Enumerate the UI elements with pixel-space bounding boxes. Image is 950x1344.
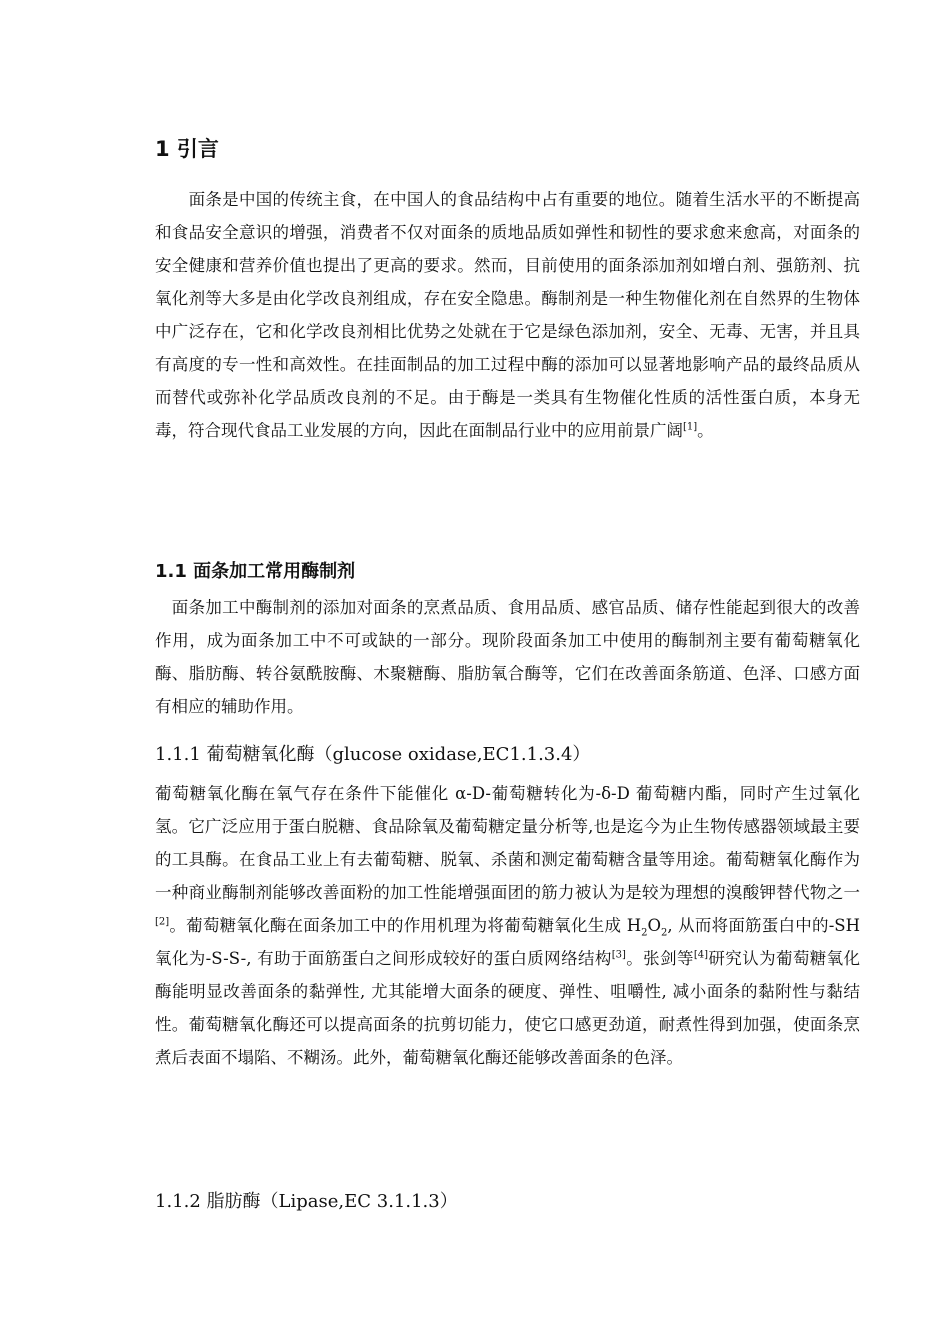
glucose-oxidase-paragraph <box>155 777 860 1074</box>
section-heading-introduction: 1 引言 <box>155 137 219 161</box>
paragraph-text: , 从而将面筋蛋白中的-SH 氧化为-S-S-, 有助于面筋蛋白之间形成较好的蛋白质网络结构 <box>155 916 860 968</box>
paragraph-text: 。张剑等 <box>625 949 694 968</box>
heading-name: 葡萄糖氧化酶 <box>206 744 315 765</box>
subscript: 2 <box>661 927 668 939</box>
paragraph-text: 研究认为葡萄糖氧化酶能明显改善面条的黏弹性, 尤其能增大面条的硬度、弹性、咀嚼性, 减小面条的黏附性与黏结性。葡萄糖氧化酶还可以提高面条的抗剪切能力，使它口感更劲道，耐煮性得到加强，使面条烹煮后表面不塌陷、不糊汤。此外，葡萄糖氧化酶还能够改善面条的色泽。 <box>155 949 861 1067</box>
citation-ref-4: [4] <box>693 949 709 961</box>
subsubsection-heading-lipase <box>155 1188 860 1216</box>
heading-number: 1.1.2 <box>155 1191 207 1212</box>
enzymes-paragraph: 面条加工中酶制剂的添加对面条的烹煮品质、食用品质、感官品质、储存性能起到很大的改善作用，成为面条加工中不可或缺的一部分。现阶段面条加工中使用的酶制剂主要有葡萄糖氧化酶、脂肪酶、转谷氨酰胺酶、木聚糖酶、脂肪氧合酶等，它们在改善面条筋道、色泽、口感方面有相应的辅助作用。 <box>155 598 860 716</box>
subscript: 2 <box>641 927 648 939</box>
citation-ref-2: [2] <box>155 916 170 928</box>
heading-number: 1.1.1 <box>155 744 207 765</box>
paragraph-text: 面条是中国的传统主食，在中国人的食品结构中占有重要的地位。随着生活水平的不断提高和食品安全意识的增强，消费者不仅对面条的质地品质如弹性和韧性的要求愈来愈高，对面条的安全健康和营养价值也提出了更高的要求。然而，目前使用的面条添加剂如增白剂、强筋剂、抗氧化剂等大多是由化学改良剂组成，存在安全隐患。酶制剂是一种生物催化剂在自然界的生物体中广泛存在，它和化学改良剂相比优势之处就在于它是绿色添加剂，安全、无毒、无害，并且具有高度的专一性和高效性。在挂面制品的加工过程中酶的添加可以显著地影响产品的最终品质从而替代或弥补化学品质改良剂的不足。由于酶是一类具有生物催化性质的活性蛋白质，本身无毒，符合现代食品工业发展的方向，因此在面制品行业中的应用前景广阔 <box>155 190 860 440</box>
citation-ref-1: [1] <box>683 421 698 433</box>
introduction-paragraph <box>155 183 860 447</box>
citation-ref-3: [3] <box>611 949 626 961</box>
subsubsection-heading-glucose-oxidase <box>155 741 860 769</box>
paragraph-text: 。 <box>697 421 714 440</box>
formula-text: O <box>647 916 662 935</box>
subsection-heading-enzymes: 1.1 面条加工常用酶制剂 <box>155 561 356 582</box>
paragraph-text: 。葡萄糖氧化酶在面条加工中的作用机理为将葡萄糖氧化生成 H <box>169 916 642 935</box>
heading-latin: （glucose oxidase,EC1.1.3.4） <box>314 744 591 765</box>
heading-name: 脂肪酶 <box>206 1191 261 1212</box>
heading-latin: （Lipase,EC 3.1.1.3） <box>260 1191 458 1212</box>
paragraph-text: 葡萄糖氧化酶在氧气存在条件下能催化 α-D-葡萄糖转化为-δ-D 葡萄糖内酯，同时产生过氧化氢。它广泛应用于蛋白脱糖、食品除氧及葡萄糖定量分析等,也是迄今为止生物传感器领域最主要的工具酶。在食品工业上有去葡萄糖、脱氧、杀菌和测定葡萄糖含量等用途。葡萄糖氧化酶作为一种商业酶制剂能够改善面粉的加工性能增强面团的筋力被认为是较为理想的溴酸钾替代物之一 <box>155 784 860 902</box>
